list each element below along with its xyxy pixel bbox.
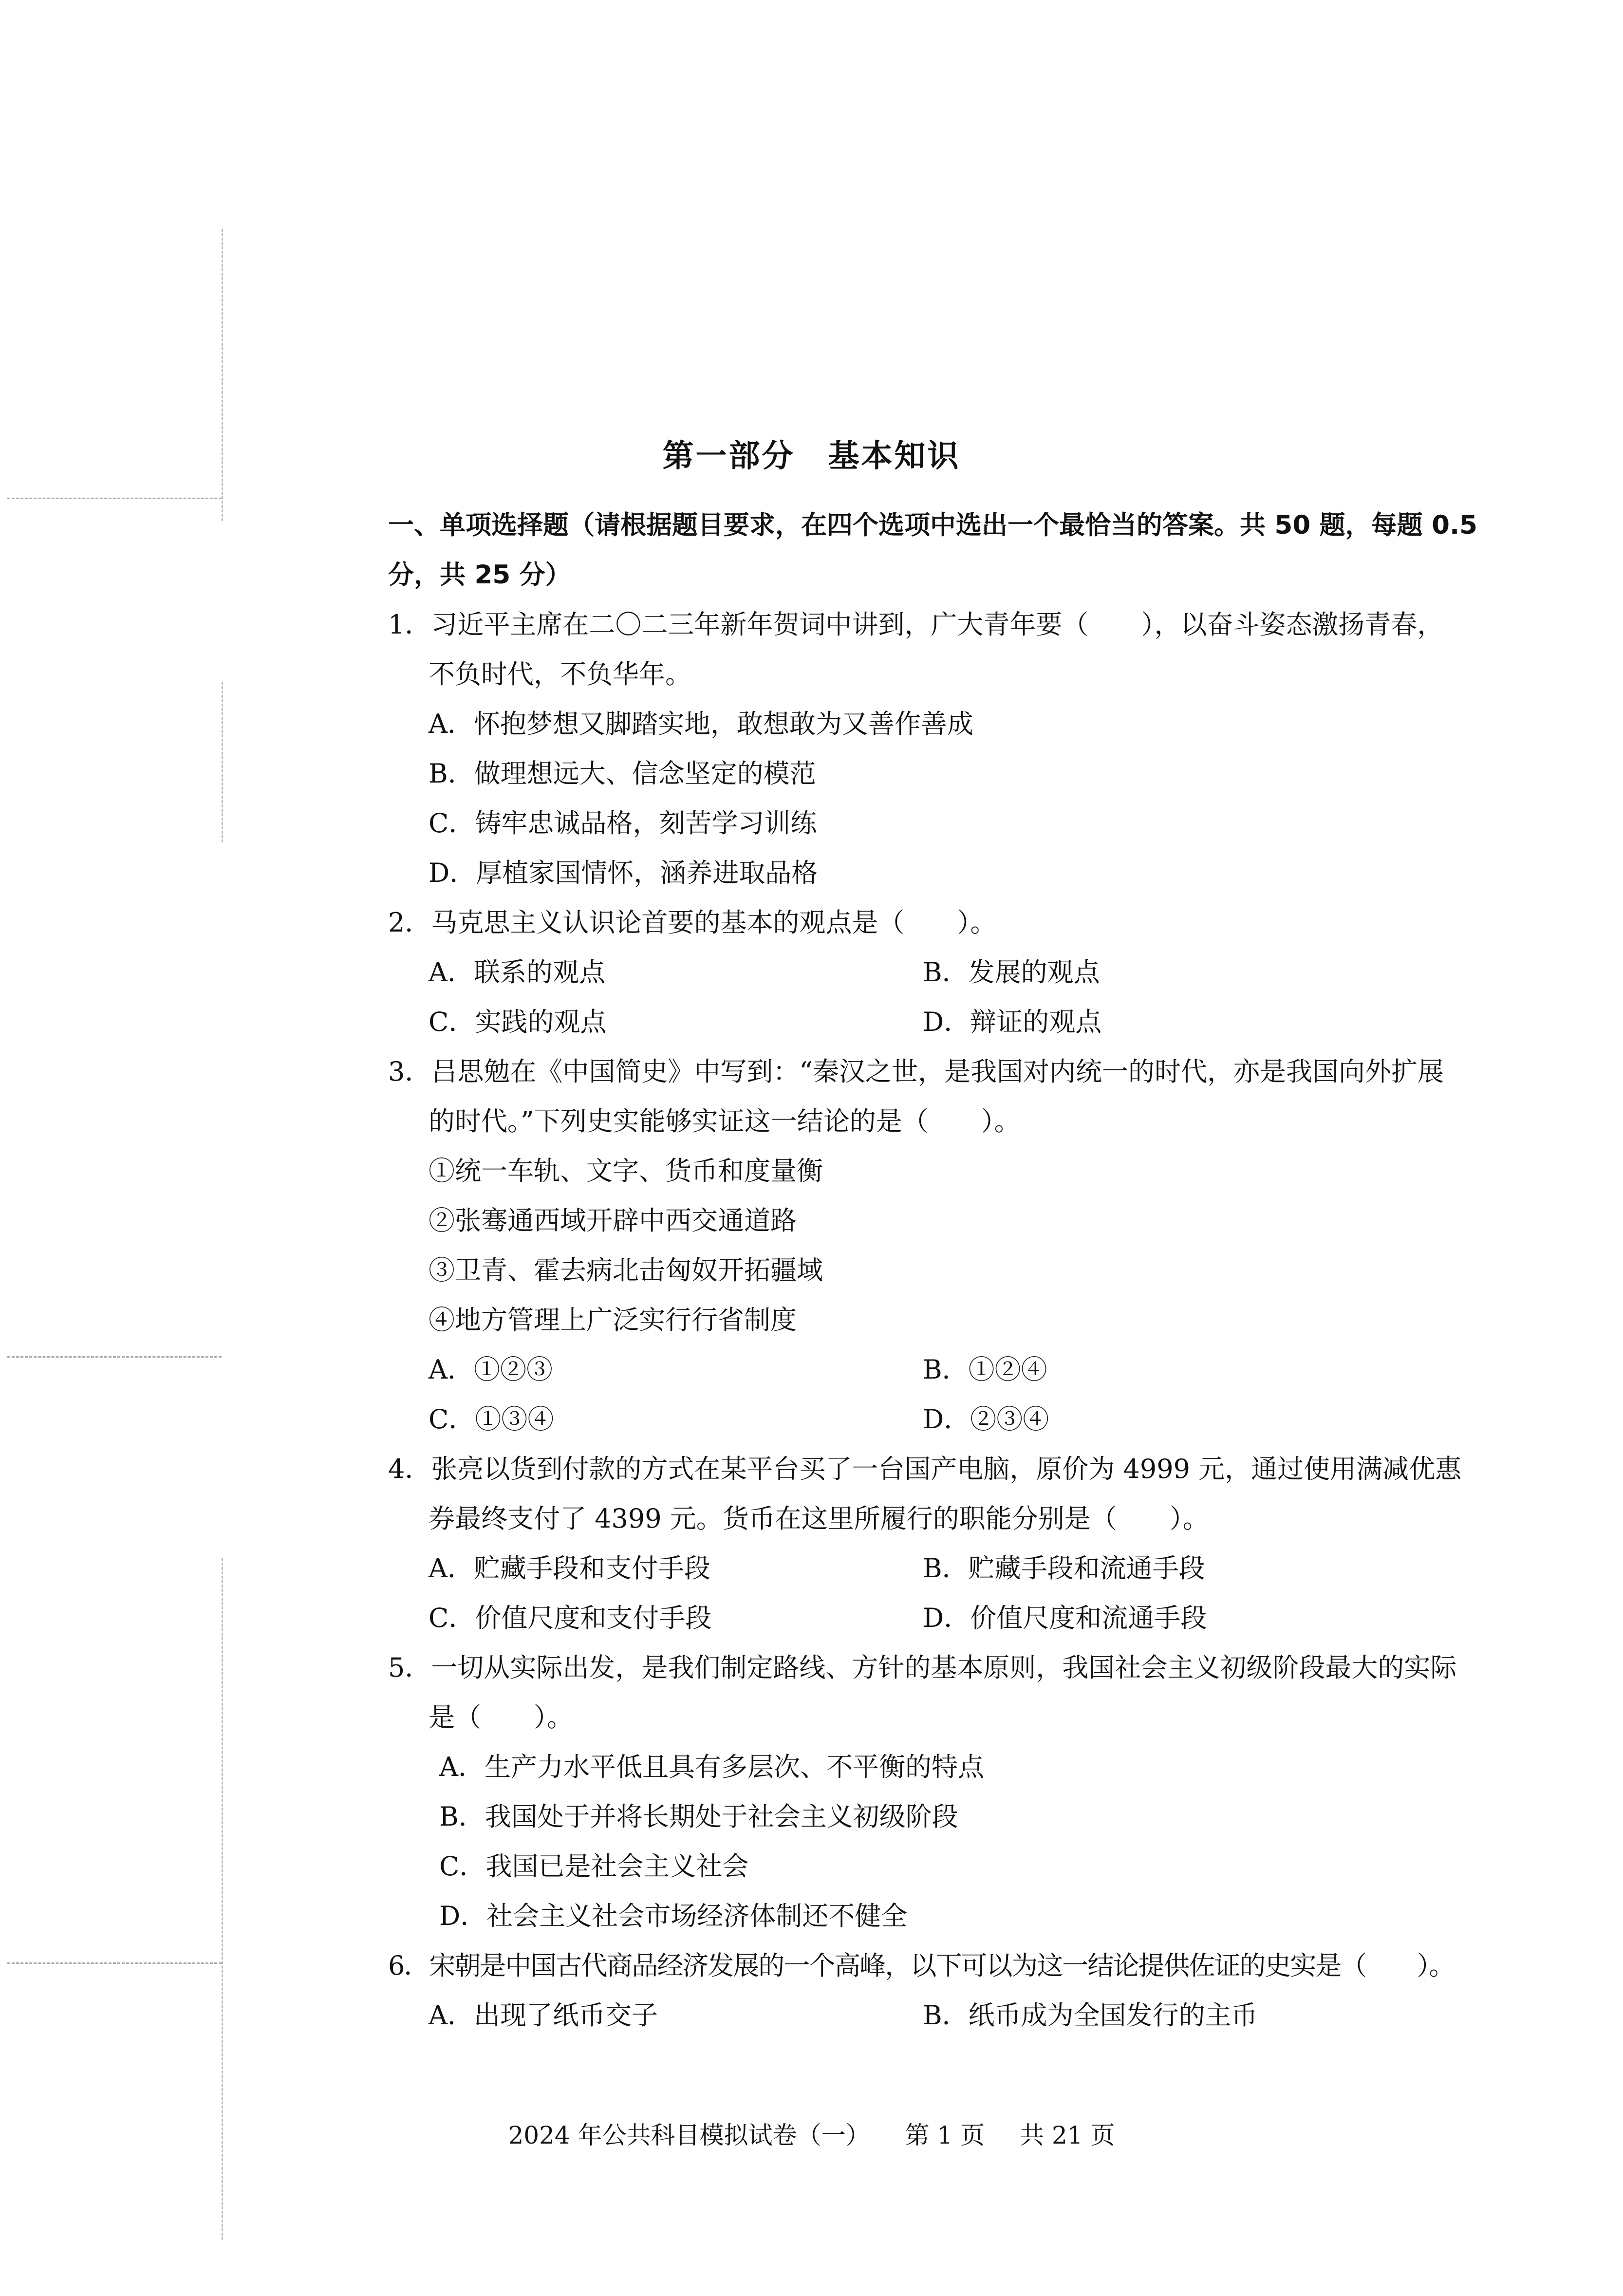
binding-margin-dash: [7, 1356, 222, 1358]
option-b: B．贮藏手段和流通手段: [923, 1553, 1205, 1584]
question-3: 3．吕思勉在《中国简史》中写到：“秦汉之世，是我国对内统一的时代，亦是我国向外扩展: [388, 1056, 1444, 1087]
statement-3: ③卫青、霍去病北击匈奴开拓疆域: [429, 1255, 823, 1286]
option-a: A．出现了纸币交子: [429, 2000, 658, 2031]
option-c: C．铸牢忠诚品格，刻苦学习训练: [429, 808, 817, 839]
binding-margin-dash: [7, 498, 222, 499]
option-c: C．实践的观点: [429, 1007, 607, 1037]
option-b: B．我国处于并将长期处于社会主义初级阶段: [439, 1801, 958, 1832]
question-5: 5．一切从实际出发，是我们制定路线、方针的基本原则，我国社会主义初级阶段最大的实际: [388, 1652, 1457, 1683]
statement-2: ②张骞通西域开辟中西交通道路: [429, 1205, 797, 1236]
question-4-cont: 券最终支付了 4399 元。货币在这里所履行的职能分别是（ ）。: [429, 1503, 1209, 1534]
option-d: D．价值尺度和流通手段: [923, 1603, 1207, 1633]
question-6: 6．宋朝是中国古代商品经济发展的一个高峰，以下可以为这一结论提供佐证的史实是（ ）。: [388, 1950, 1455, 1981]
option-c: C．①③④: [429, 1404, 554, 1435]
binding-margin-line: [222, 682, 223, 842]
option-row: [388, 1544, 1484, 1593]
option-b: B．纸币成为全国发行的主币: [923, 2000, 1258, 2031]
option-c: C．我国已是社会主义社会: [439, 1851, 749, 1882]
page-title: 第一部分 基本知识: [662, 438, 961, 474]
page-number: 第 1 页: [905, 2121, 985, 2149]
option-row: [388, 1593, 1484, 1643]
question-1-cont: 不负时代，不负华年。: [429, 659, 691, 690]
option-row: [388, 1345, 1484, 1395]
option-d: D．厚植家国情怀，涵养进取品格: [429, 858, 818, 888]
question-2: 2．马克思主义认识论首要的基本的观点是（ ）。: [388, 907, 997, 938]
option-a: A．①②③: [429, 1354, 553, 1385]
question-1: 1．习近平主席在二〇二三年新年贺词中讲到，广大青年要（ ），以奋斗姿态激扬青春，: [388, 609, 1444, 640]
option-b: B．发展的观点: [923, 957, 1100, 988]
question-3-cont: 的时代。”下列史实能够实证这一结论的是（ ）。: [429, 1106, 1021, 1137]
option-d: D．②③④: [923, 1404, 1049, 1435]
option-a: A．联系的观点: [429, 957, 605, 988]
option-row: [388, 948, 1484, 997]
statement-1: ①统一车轨、文字、货币和度量衡: [429, 1156, 823, 1186]
section-heading-cont: 分，共 25 分）: [388, 560, 571, 590]
option-c: C．价值尺度和支付手段: [429, 1603, 712, 1633]
question-4: 4．张亮以货到付款的方式在某平台买了一台国产电脑，原价为 4999 元，通过使用满减优惠: [388, 1454, 1462, 1484]
binding-margin-line: [222, 229, 223, 521]
option-d: D．辩证的观点: [923, 1007, 1102, 1037]
option-a: A．怀抱梦想又脚踏实地，敢想敢为又善作善成: [429, 709, 973, 739]
option-a: A．贮藏手段和支付手段: [429, 1553, 710, 1584]
option-row: [388, 997, 1484, 1047]
option-row: [388, 1991, 1484, 2040]
option-b: B．①②④: [923, 1354, 1047, 1385]
question-5-cont: 是（ ）。: [429, 1702, 573, 1733]
option-b: B．做理想远大、信念坚定的模范: [429, 758, 816, 789]
page-total: 共 21 页: [1020, 2121, 1115, 2149]
page-footer: [0, 2116, 1623, 2151]
exam-name: 2024 年公共科目模拟试卷（一）: [508, 2121, 870, 2149]
option-row: [388, 1395, 1484, 1444]
section-heading: 一、单项选择题（请根据题目要求，在四个选项中选出一个最恰当的答案。共 50 题，每题 0.5: [388, 510, 1477, 540]
statement-4: ④地方管理上广泛实行行省制度: [429, 1305, 797, 1335]
option-a: A．生产力水平低且具有多层次、不平衡的特点: [439, 1752, 984, 1782]
option-d: D．社会主义社会市场经济体制还不健全: [439, 1901, 908, 1931]
binding-margin-dash: [7, 1962, 222, 1964]
exam-body: [388, 501, 1484, 2040]
